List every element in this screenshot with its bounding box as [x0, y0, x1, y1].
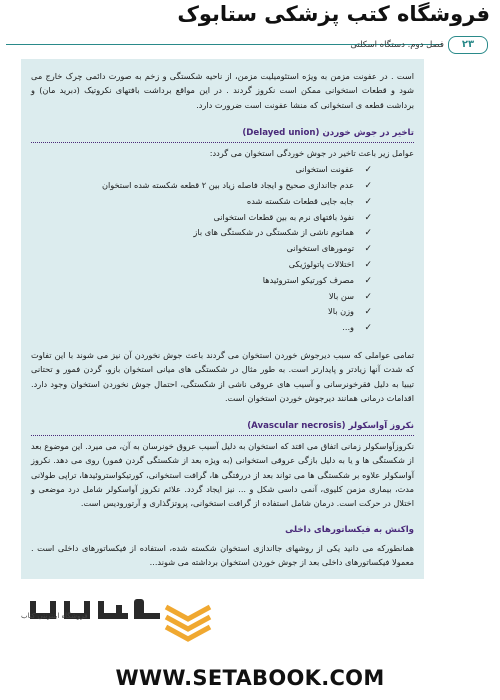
avascular-necrosis-heading: نکروز آواسکولر (Avascular necrosis): [31, 419, 414, 436]
list-item: ✓عفونت استخوانی: [31, 162, 372, 178]
list-item: ✓مصرف کورتیکو استروئیدها: [31, 273, 372, 289]
content-panel: [21, 59, 424, 579]
internal-fixator-paragraph: همانطورکه می دانید یکی از روشهای جااندازی استخوان شکسته شده، استفاده از فیکساتورهای داخلی است . معمولا فیکساتورهای داخلی بعد از جوش خوردن استخوان برداشته می شوند...: [31, 542, 414, 567]
list-item: ✓و...: [31, 320, 372, 336]
factor-checklist: [31, 162, 414, 336]
check-icon: ✓: [364, 212, 372, 223]
delayed-union-intro: عوامل زیر باعث تاخیر در جوش خوردگی استخوان می گردد:: [209, 147, 414, 158]
website-url[interactable]: WWW.SETABOOK.COM: [115, 666, 385, 690]
setabook-logo: [16, 597, 226, 645]
list-item: ✓سن بالا: [31, 289, 372, 305]
check-icon: ✓: [364, 244, 372, 255]
check-icon: ✓: [364, 165, 372, 176]
store-title: فروشگاه کتب پزشکی ستابوک: [177, 2, 490, 26]
list-item: ✓اختلالات پاتولوژیکی: [31, 257, 372, 273]
check-icon: ✓: [364, 275, 372, 286]
check-icon: ✓: [364, 259, 372, 270]
page-number-badge: ۲۳: [448, 36, 488, 54]
logo-caption: فروشگاه اینترنتی کتاب: [21, 612, 88, 620]
chapter-subtitle: فصل دوم. دستگاه اسکلتی: [350, 40, 444, 50]
internal-fixator-heading: واکنش به فیکساتورهای داخلی: [285, 524, 414, 535]
list-item: ✓تومورهای استخوانی: [31, 241, 372, 257]
check-icon: ✓: [364, 291, 372, 302]
list-item: ✓عدم جااندازی صحیح و ایجاد فاصله زیاد بین ۲ قطعه شکسته شده استخوان: [31, 178, 372, 194]
list-item: ✓نفوذ بافتهای نرم به بین قطعات استخوانی: [31, 210, 372, 226]
check-icon: ✓: [364, 307, 372, 318]
check-icon: ✓: [364, 323, 372, 334]
nonunion-paragraph: تمامی عواملی که سبب دیرجوش خوردن استخوان می گردند باعث جوش نخوردن آن نیز می شوند با این تفاوت که شدت آنها زیادتر و پایدارتر است. به طور مثال در شکستگی های میانی استخوان بازو، گردن فمور و تحتانی تیبیا به دلیل فقرخونرسانی و آسیب های عروقی ناشی از شکستگی، احتمال جوش نخوردن استخوان وجود دارد. اقدامات درمانی همانند دیرجوش خوردن استخوان است.: [31, 349, 414, 403]
check-icon: ✓: [364, 228, 372, 239]
list-item: ✓وزن بالا: [31, 304, 372, 320]
intro-paragraph: است . در عفونت مزمن به ویژه استئومیلیت مزمن، از ناحیه شکستگی و زخم به صورت دائمی چرک خارج می شود و قطعات استخوانی ممکن است نکروز گردند . در این مواقع برداشت بافتهای نکروتیک (دبرید مان) و برداشت قطعه ی استخوانی که منشا عفونت است ضرورت دارد.: [31, 71, 414, 110]
check-icon: ✓: [364, 196, 372, 207]
list-item: ✓جابه جایی قطعات شکسته شده: [31, 194, 372, 210]
delayed-union-heading: تاخیر در جوش خوردن (Delayed union): [31, 126, 414, 143]
check-icon: ✓: [364, 180, 372, 191]
avascular-necrosis-paragraph: نکروزآواسکولر زمانی اتفاق می افتد که استخوان به دلیل آسیب عروق خونرسان به آن، می میرد. این موضوع بعد از شکستگی ها و یا به دلیل بازگی عروقی استخوانی (به ویژه بعد از شکستگی گردن فمور) روی می دهد. نکروز آواسکولر علاوه بر شکستگی ها می تواند بعد از دررفتگی ها، گرافت استخوانی، کورتیکواستروئیدها، تراپی طولانی مدت، بیماری مزمن کلیوی، آنمی داسی شکل و ... نیز ایجاد گردد. علائم نکروز آواسکولر شامل درد موضعی و اختلال در حرکت است. درمان شامل استفاده از گرافت استخوانی، پروتزگذاری و آرتورودیس است.: [31, 441, 414, 509]
list-item: ✓هماتوم ناشی از شکستگی در شکستگی های باز: [31, 225, 372, 241]
